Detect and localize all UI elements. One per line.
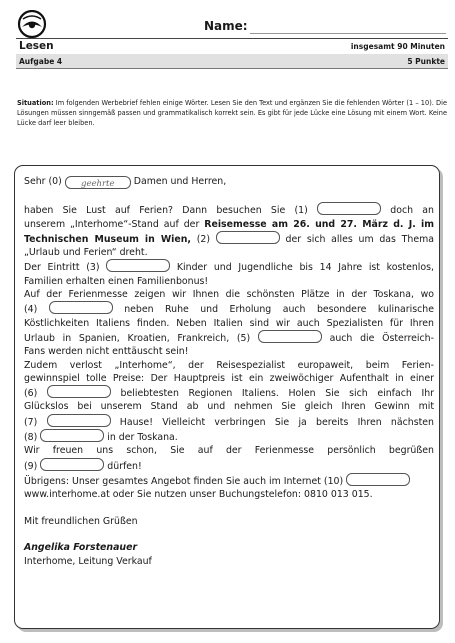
- example-answer: geehrte: [81, 179, 115, 189]
- text-bold: Technischen Museum in Wien,: [24, 233, 191, 245]
- task-label: Aufgabe 4: [19, 57, 63, 66]
- gap-5[interactable]: [258, 330, 322, 343]
- header-rule: [16, 38, 448, 39]
- text: auch die Österreich-: [321, 332, 434, 344]
- text: Der Eintritt (3): [24, 262, 107, 274]
- text: Übrigens: Unser gesamtes Angebot finden Sie auch im Internet (10): [24, 475, 347, 487]
- text: der sich alles um das Thema: [279, 233, 434, 245]
- text: dürfen!: [104, 460, 142, 472]
- text: Kinder und Jugendliche bis 14 Jahre ist kostenlos,: [170, 262, 434, 274]
- total-time: insgesamt 90 Minuten: [350, 42, 445, 51]
- text: (8): [24, 432, 41, 444]
- name-field[interactable]: [250, 33, 446, 34]
- text: beliebtesten Regionen Italiens. Holen Sie sich einfach Ihr: [110, 388, 435, 400]
- text: Sehr (0): [24, 176, 65, 187]
- instructions-text: Im folgenden Werbebrief fehlen einige Wörter. Lesen Sie den Text und ergänzen Sie die fehlenden Wörter (1 – 10). Die Lösungen müssen sinngemäß passen und grammatikalisch korrekt sein. Es gibt für jede Lücke eine Lösung mit einem Wort. Keine Lücke darf leer bleiben.: [17, 99, 447, 127]
- gap-9[interactable]: [40, 458, 104, 471]
- text: (4): [24, 304, 49, 316]
- text: Auf der Ferienmesse zeigen wir Ihnen die schönsten Plätze in der Toskana, wo: [24, 289, 434, 301]
- gap-3[interactable]: [106, 259, 170, 272]
- text: www.interhome.at oder Sie nutzen unser Buchungstelefon: 0810 013 015.: [24, 489, 373, 501]
- text: Zudem verlost „Interhome“, der Reisespezialist europaweit, beim Ferien-: [24, 359, 434, 371]
- instructions: [17, 98, 447, 128]
- eye-logo-icon: [17, 10, 47, 38]
- text: haben Sie Lust auf Ferien? Dann besuchen Sie (1): [24, 205, 318, 217]
- text: doch an: [381, 205, 434, 217]
- name-label: Name:: [204, 19, 248, 33]
- points-label: 5 Punkte: [407, 57, 445, 66]
- text: unserem „Interhome“-Stand auf der: [24, 218, 205, 230]
- instructions-lead: Situation:: [17, 99, 54, 107]
- text: (6): [24, 388, 47, 400]
- text-bold: Reisemesse am 26. und 27. März d. J. im: [204, 218, 434, 230]
- text: Damen und Herren,: [130, 176, 227, 187]
- text: Wir freuen uns schon, Sie auf der Ferienmesse persönlich begrüßen: [24, 445, 434, 457]
- text: (7): [24, 416, 47, 428]
- text: „Urlaub und Ferien“ dreht.: [24, 247, 148, 259]
- gap-2[interactable]: [216, 231, 280, 244]
- text: Hause! Vielleicht verbringen Sie ja bereits Ihren nächsten: [110, 416, 434, 428]
- text: (2): [190, 233, 216, 245]
- text: Glückslos bei unserem Stand ab und nehmen Sie gleich Ihren Gewinn mit: [24, 401, 434, 413]
- text: (9): [24, 460, 41, 472]
- text: Familien erhalten einen Familienbonus!: [24, 275, 209, 287]
- gap-7[interactable]: [47, 414, 111, 427]
- closing: Mit freundlichen Grüßen: [24, 515, 138, 527]
- section-title: Lesen: [19, 40, 54, 52]
- gap-8[interactable]: [40, 429, 104, 442]
- signature-name: Angelika Forstenauer: [24, 542, 138, 554]
- gap-0-example: [65, 176, 131, 189]
- text: gewinnspiel tolle Preise: Der Hauptpreis ist ein zweiwöchiger Aufenthalt in einer: [24, 372, 434, 384]
- text: Fans werden nicht enttäuscht sein!: [24, 346, 189, 358]
- gap-1[interactable]: [317, 202, 381, 215]
- gap-10[interactable]: [346, 473, 410, 486]
- gap-4[interactable]: [49, 301, 113, 314]
- task-bar: [16, 54, 448, 69]
- signature-role: Interhome, Leitung Verkauf: [24, 555, 152, 567]
- gap-6[interactable]: [47, 385, 111, 398]
- text: Köstlichkeiten Italiens finden. Neben Italien sind wir auch Spezialisten für Ihren: [24, 317, 434, 329]
- text: in der Toskana.: [104, 432, 178, 444]
- letter-text: [24, 175, 434, 568]
- text: Urlaub in Spanien, Kroatien, Frankreich, (5): [24, 332, 258, 344]
- text: neben Ruhe und Erholung auch besondere kulinarische: [112, 304, 435, 316]
